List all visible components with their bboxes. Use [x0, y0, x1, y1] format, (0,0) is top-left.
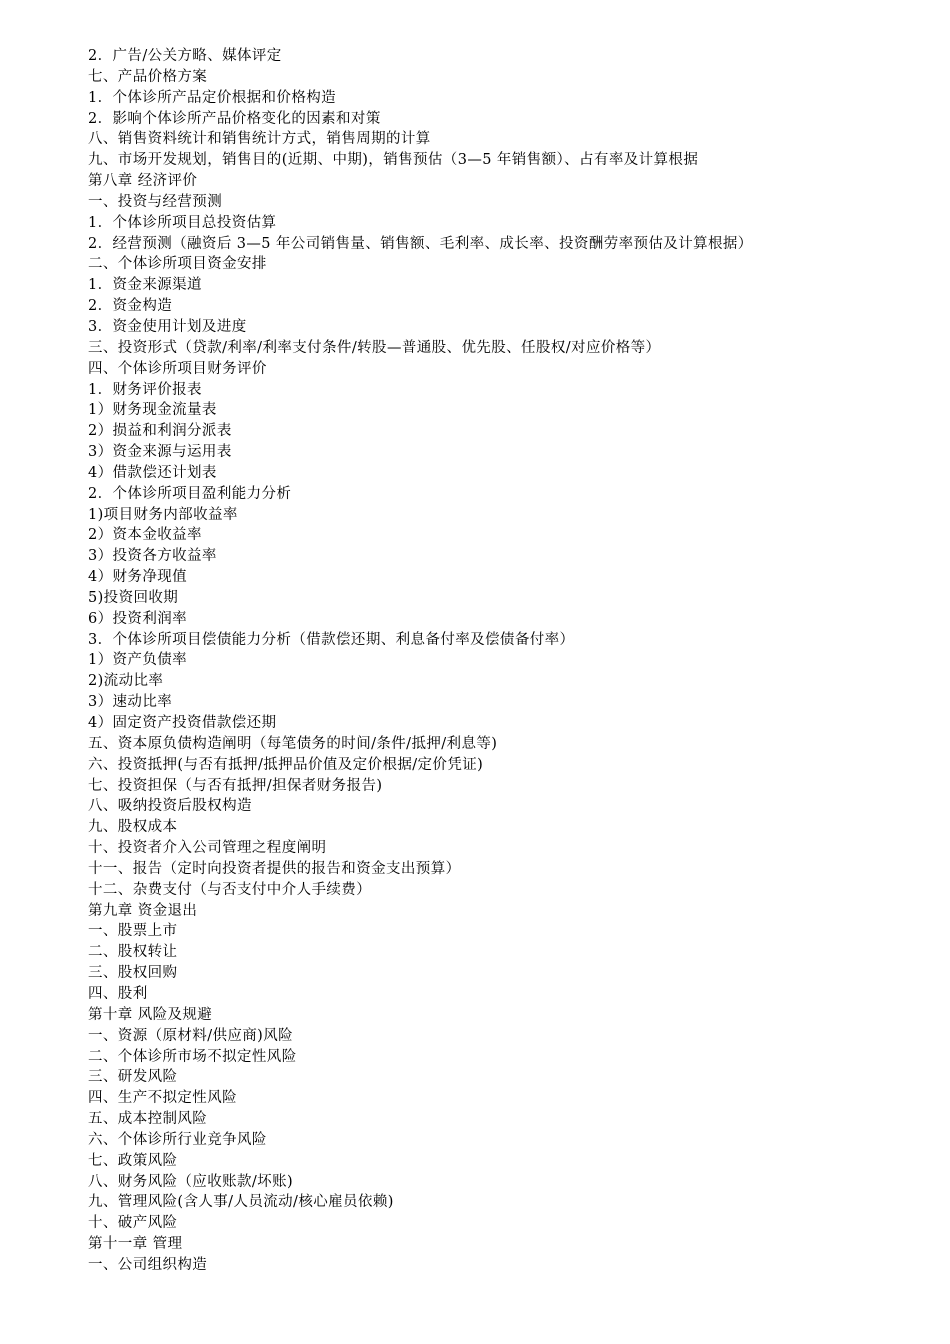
outline-line: 一、股票上市: [88, 923, 178, 940]
outline-line: 二、个体诊所项目资金安排: [88, 256, 267, 273]
outline-line: 二、股权转让: [88, 944, 178, 961]
outline-line: 七、政策风险: [88, 1152, 178, 1169]
outline-line: 六、投资抵押(与否有抵押/抵押品价值及定价根据/定价凭证): [88, 756, 484, 773]
outline-line: 第十一章 管理: [88, 1236, 183, 1253]
outline-line: 一、资源（原材料/供应商)风险: [88, 1027, 294, 1044]
outline-list: [88, 46, 918, 1276]
outline-line: 四、个体诊所项目财务评价: [88, 360, 267, 377]
outline-line: 1．资金来源渠道: [88, 277, 202, 294]
outline-line: 1）财务现金流量表: [88, 402, 217, 419]
outline-line: 第八章 经济评价: [88, 173, 198, 190]
outline-line: 十一、报告（定时向投资者提供的报告和资金支出预算）: [88, 860, 461, 877]
outline-line: 五、成本控制风险: [88, 1111, 208, 1128]
outline-line: 四、股利: [88, 985, 148, 1002]
outline-line: 十、破产风险: [88, 1215, 178, 1232]
outline-line: 1．个体诊所产品定价根据和价格构造: [88, 89, 337, 106]
outline-line: 3）投资各方收益率: [88, 548, 217, 565]
outline-line: 三、研发风险: [88, 1069, 178, 1086]
outline-line: 2．影响个体诊所产品价格变化的因素和对策: [88, 110, 381, 127]
outline-line: 十、投资者介入公司管理之程度阐明: [88, 840, 327, 857]
outline-line: 八、财务风险（应收账款/坏账): [88, 1173, 294, 1190]
outline-line: 2）损益和利润分派表: [88, 423, 232, 440]
outline-line: 八、吸纳投资后股权构造: [88, 798, 252, 815]
outline-line: 1)项目财务内部收益率: [88, 506, 238, 523]
outline-line: 2．个体诊所项目盈利能力分析: [88, 485, 292, 502]
outline-line: 4）固定资产投资借款偿还期: [88, 715, 277, 731]
outline-line: 3）速动比率: [88, 694, 173, 711]
outline-line: 三、股权回购: [88, 965, 178, 982]
outline-line: 3）资金来源与运用表: [88, 444, 232, 461]
outline-line: 1．个体诊所项目总投资估算: [88, 214, 277, 231]
outline-line: 七、产品价格方案: [88, 68, 208, 85]
outline-line: 4）财务净现值: [88, 569, 188, 586]
outline-line: 3．个体诊所项目偿债能力分析（借款偿还期、利息备付率及偿债备付率）: [88, 631, 575, 648]
outline-line: 九、管理风险(含人事/人员流动/核心雇员依赖): [88, 1194, 394, 1211]
outline-line: 九、市场开发规划，销售目的(近期、中期)，销售预估（3—5 年销售额）、占有率及计算根据: [88, 152, 699, 169]
outline-line: 九、股权成本: [88, 819, 178, 836]
outline-line: 1．财务评价报表: [88, 381, 202, 398]
outline-line: 2）资本金收益率: [88, 527, 202, 544]
outline-line: 八、销售资料统计和销售统计方式，销售周期的计算: [88, 131, 431, 148]
outline-line: 3．资金使用计划及进度: [88, 318, 247, 335]
outline-line: 三、投资形式（贷款/利率/利率支付条件/转股—普通股、优先股、任股权/对应价格等）: [88, 339, 661, 356]
outline-line: 6）投资利润率: [88, 610, 188, 627]
outline-line: 2．广告/公关方略、媒体评定: [88, 48, 282, 64]
outline-line: 第十章 风险及规避: [88, 1006, 213, 1023]
outline-line: 1）资产负债率: [88, 652, 188, 669]
outline-line: 四、生产不拟定性风险: [88, 1090, 237, 1107]
outline-line: 2．经营预测（融资后 3—5 年公司销售量、销售额、毛利率、成长率、投资酬劳率预估及计算根据）: [88, 235, 753, 252]
outline-line: 二、个体诊所市场不拟定性风险: [88, 1048, 297, 1065]
outline-line: 五、资本原负债构造阐明（每笔债务的时间/条件/抵押/利息等): [88, 735, 498, 752]
outline-line: 4）借款偿还计划表: [88, 464, 217, 481]
outline-line: 十二、杂费支付（与否支付中介人手续费）: [88, 881, 372, 898]
outline-line: 六、个体诊所行业竞争风险: [88, 1131, 267, 1148]
outline-line: 一、公司组织构造: [88, 1256, 208, 1273]
outline-line: 2)流动比率: [88, 673, 164, 690]
outline-line: 2．资金构造: [88, 298, 173, 315]
outline-line: 第九章 资金退出: [88, 902, 198, 919]
outline-line: 5)投资回收期: [88, 589, 179, 606]
outline-line: 七、投资担保（与否有抵押/担保者财务报告): [88, 777, 383, 794]
outline-line: 一、投资与经营预测: [88, 193, 223, 210]
